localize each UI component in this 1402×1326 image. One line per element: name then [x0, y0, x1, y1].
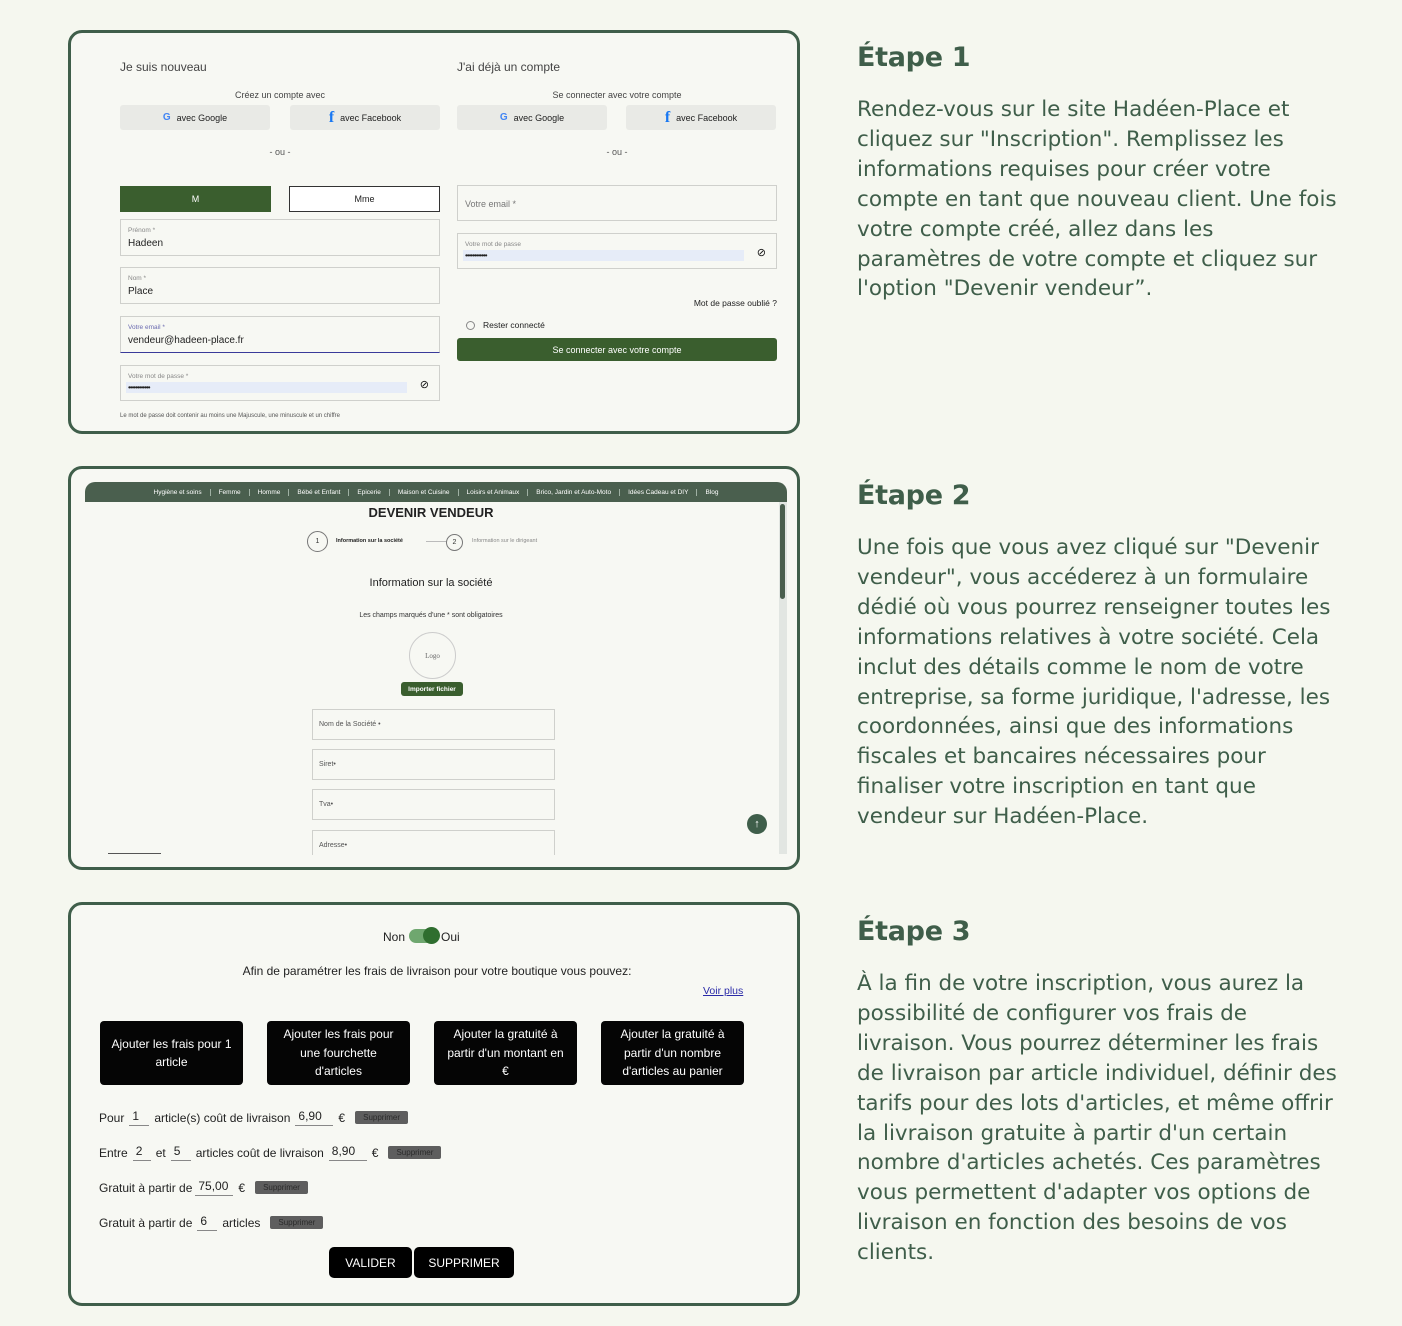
- qty-input[interactable]: 6: [197, 1214, 217, 1231]
- signup-password-value: ••••••••••••: [126, 382, 407, 393]
- step-1-label: Information sur la société: [336, 538, 403, 544]
- signup-google-label: avec Google: [176, 112, 228, 123]
- logo-placeholder: Logo: [409, 632, 456, 679]
- from-input[interactable]: 2: [133, 1144, 151, 1161]
- currency-label: €: [371, 1145, 379, 1160]
- nav-item[interactable]: Maison et Cuisine: [390, 489, 459, 496]
- login-password-field[interactable]: [457, 233, 777, 269]
- signup-email-value: vendeur@hadeen-place.fr: [128, 335, 244, 346]
- step-1-title: Étape 1: [857, 42, 971, 73]
- address-field[interactable]: Adresse•: [312, 830, 555, 855]
- to-input[interactable]: 5: [171, 1144, 191, 1161]
- delete-rule-button[interactable]: Supprimer: [355, 1111, 408, 1124]
- section-title: Information sur la société: [369, 577, 493, 589]
- rule-text: Gratuit à partir de: [99, 1215, 193, 1230]
- existing-account-heading: J'ai déjà un compte: [457, 60, 561, 74]
- step-2-text: Une fois que vous avez cliqué sur "Devenir vendeur", vous accéderez à un formulaire dédié où vous pourrez renseigner toutes les informations relatives à votre société. Cela inclut des détails comme le nom de votre entreprise, sa forme juridique, l'adresse, les coordonnées, ainsi que des informations fiscales et bancaires nécessaires pour finaliser votre inscription en tant que vendeur sur Hadéen-Place.: [857, 535, 1331, 830]
- signup-facebook-label: avec Facebook: [340, 112, 402, 123]
- nav-item[interactable]: Loisirs et Animaux: [459, 489, 529, 496]
- delete-all-button[interactable]: SUPPRIMER: [414, 1247, 514, 1278]
- rule-row-free-amount: [99, 1179, 308, 1196]
- nav-item[interactable]: Femme: [211, 489, 250, 496]
- toggle-off-label: Non: [383, 930, 406, 944]
- firstname-label: Prénom *: [128, 227, 156, 234]
- login-email-field[interactable]: [457, 185, 777, 221]
- lastname-field[interactable]: [120, 267, 440, 304]
- footer-line: [108, 853, 161, 854]
- facebook-icon: f: [328, 108, 335, 126]
- nav-item[interactable]: Blog: [705, 488, 719, 496]
- facebook-icon: f: [664, 108, 671, 126]
- import-file-button[interactable]: Importer fichier: [401, 682, 463, 696]
- category-nav: [85, 482, 787, 502]
- rule-text: et: [155, 1145, 166, 1160]
- create-with-label: Créez un compte avec: [234, 90, 326, 100]
- rule-text: Pour: [99, 1110, 125, 1125]
- lastname-value: Place: [128, 286, 154, 297]
- currency-label: €: [238, 1180, 246, 1195]
- currency-label: €: [338, 1110, 346, 1125]
- connect-with-label: Se connecter avec votre compte: [552, 90, 682, 100]
- scroll-top-button[interactable]: [747, 814, 767, 834]
- signup-google-button[interactable]: [120, 105, 270, 130]
- qty-input[interactable]: 1: [129, 1109, 149, 1126]
- eye-slash-icon[interactable]: ⊘: [756, 247, 766, 259]
- nav-item[interactable]: Epicerie: [349, 489, 389, 496]
- stepper-connector: [426, 541, 446, 542]
- rule-text: articles: [222, 1215, 261, 1230]
- step-2-block: [857, 480, 1337, 832]
- step-3-text: À la fin de votre inscription, vous aurez la possibilité de configurer vos frais de livraison. Vous pourrez déterminer les frais de livraison par article individuel, définir des tarifs pour des lots d'articles, et même offrir la livraison gratuite à partir d'un certain nombre d'articles achetés. Ces paramètres vous permettent d'adapter vos options de livraison en fonction des besoins de vos clients.: [857, 971, 1337, 1266]
- price-input[interactable]: 8,90: [329, 1144, 367, 1161]
- login-facebook-label: avec Facebook: [676, 112, 738, 123]
- step-1-text: Rendez-vous sur le site Hadéen-Place et cliquez sur "Inscription". Remplissez les informations requises pour créer votre compte en tant que nouveau client. Une fois votre compte créé, allez dans les paramètres de votre compte et cliquez sur l'option "Devenir vendeur”.: [857, 97, 1337, 302]
- signup-password-field[interactable]: [120, 365, 440, 401]
- nav-item[interactable]: Hygiène et soins: [146, 489, 211, 496]
- signup-facebook-button[interactable]: [290, 105, 440, 130]
- nav-item[interactable]: Brico, Jardin et Auto-Moto: [528, 489, 620, 496]
- shipping-intro: Afin de paramétrer les frais de livraison pour votre boutique vous pouvez:: [242, 964, 632, 978]
- or-divider: - ou -: [269, 147, 291, 157]
- option-free-amount-button[interactable]: Ajouter la gratuité à partir d'un montant en €: [434, 1021, 577, 1085]
- remember-me-radio[interactable]: [466, 321, 475, 330]
- google-icon: G: [499, 112, 508, 123]
- step-2-circle: 2: [446, 534, 463, 551]
- forgot-password-link[interactable]: Mot de passe oublié ?: [693, 298, 777, 308]
- delete-rule-button[interactable]: Supprimer: [270, 1216, 323, 1229]
- arrow-up-icon: ↑: [754, 818, 760, 830]
- step-3-title: Étape 3: [857, 916, 971, 947]
- nav-item[interactable]: Homme: [250, 489, 290, 496]
- firstname-field[interactable]: [120, 219, 440, 256]
- new-account-heading: Je suis nouveau: [120, 60, 207, 74]
- rule-text: Gratuit à partir de: [99, 1180, 193, 1195]
- rule-text: articles coût de livraison: [195, 1145, 324, 1160]
- delete-rule-button[interactable]: Supprimer: [388, 1146, 441, 1159]
- login-password-value: ••••••••••••: [463, 250, 744, 261]
- lastname-label: Nom *: [128, 275, 147, 282]
- password-hint: Le mot de passe doit contenir au moins une Majuscule, une minuscule et un chiffre: [120, 413, 341, 419]
- google-icon: G: [162, 112, 171, 123]
- signup-email-label: Votre email *: [128, 324, 165, 331]
- company-name-field[interactable]: Nom de la Société •: [312, 709, 555, 740]
- delete-rule-button[interactable]: Supprimer: [255, 1181, 308, 1194]
- option-free-count-button[interactable]: Ajouter la gratuité à partir d'un nombre d'articles au panier: [601, 1021, 744, 1085]
- login-google-label: avec Google: [513, 112, 565, 123]
- eye-slash-icon[interactable]: ⊘: [419, 379, 429, 391]
- option-one-article-button[interactable]: Ajouter les frais pour 1 article: [100, 1021, 243, 1085]
- rule-text: article(s) coût de livraison: [154, 1110, 291, 1125]
- signup-screenshot: [68, 30, 800, 434]
- price-input[interactable]: 6,90: [295, 1109, 333, 1126]
- required-note: Les champs marqués d'une * sont obligatoires: [359, 612, 503, 619]
- toggle-knob[interactable]: [423, 927, 440, 944]
- remember-me-option[interactable]: [466, 320, 545, 330]
- login-password-label: Votre mot de passe: [465, 241, 522, 248]
- step-2-title: Étape 2: [857, 480, 971, 511]
- remember-me-label: Rester connecté: [483, 320, 545, 330]
- nav-item[interactable]: Idées Cadeau et DIY: [620, 489, 697, 496]
- firstname-value: Hadeen: [128, 238, 164, 249]
- login-google-button[interactable]: [457, 105, 607, 130]
- or-divider: - ou -: [606, 147, 628, 157]
- rule-row-range: [99, 1144, 441, 1161]
- signup-email-field[interactable]: [120, 316, 440, 353]
- login-email-placeholder: Votre email *: [465, 199, 517, 209]
- rule-row-free-count: [99, 1214, 323, 1231]
- siret-field[interactable]: Siret•: [312, 749, 555, 780]
- become-seller-screenshot: [68, 466, 800, 870]
- nav-item[interactable]: Bébé et Enfant: [289, 489, 349, 496]
- scrollbar-thumb[interactable]: [780, 504, 785, 599]
- toggle-on-label: Oui: [441, 930, 460, 944]
- rule-text: Entre: [99, 1145, 128, 1160]
- validate-button[interactable]: VALIDER: [329, 1247, 412, 1278]
- step-1-circle: 1: [307, 531, 328, 552]
- page-title: DEVENIR VENDEUR: [368, 505, 494, 520]
- shipping-settings-screenshot: [68, 902, 800, 1306]
- civility-m-button[interactable]: M: [120, 186, 271, 212]
- rule-row-single: [99, 1109, 408, 1126]
- see-more-link[interactable]: Voir plus: [703, 985, 744, 997]
- login-submit-button[interactable]: Se connecter avec votre compte: [457, 338, 777, 361]
- signup-password-label: Votre mot de passe *: [128, 373, 189, 380]
- step-3-block: [857, 916, 1337, 1268]
- step-1-block: [857, 42, 1337, 304]
- option-range-button[interactable]: Ajouter les frais pour une fourchette d'articles: [267, 1021, 410, 1085]
- login-facebook-button[interactable]: [626, 105, 776, 130]
- step-2-label: Information sur le dirigeant: [472, 538, 538, 544]
- amount-input[interactable]: 75,00: [195, 1179, 233, 1196]
- tva-field[interactable]: Tva•: [312, 789, 555, 820]
- civility-mme-button[interactable]: Mme: [289, 186, 440, 212]
